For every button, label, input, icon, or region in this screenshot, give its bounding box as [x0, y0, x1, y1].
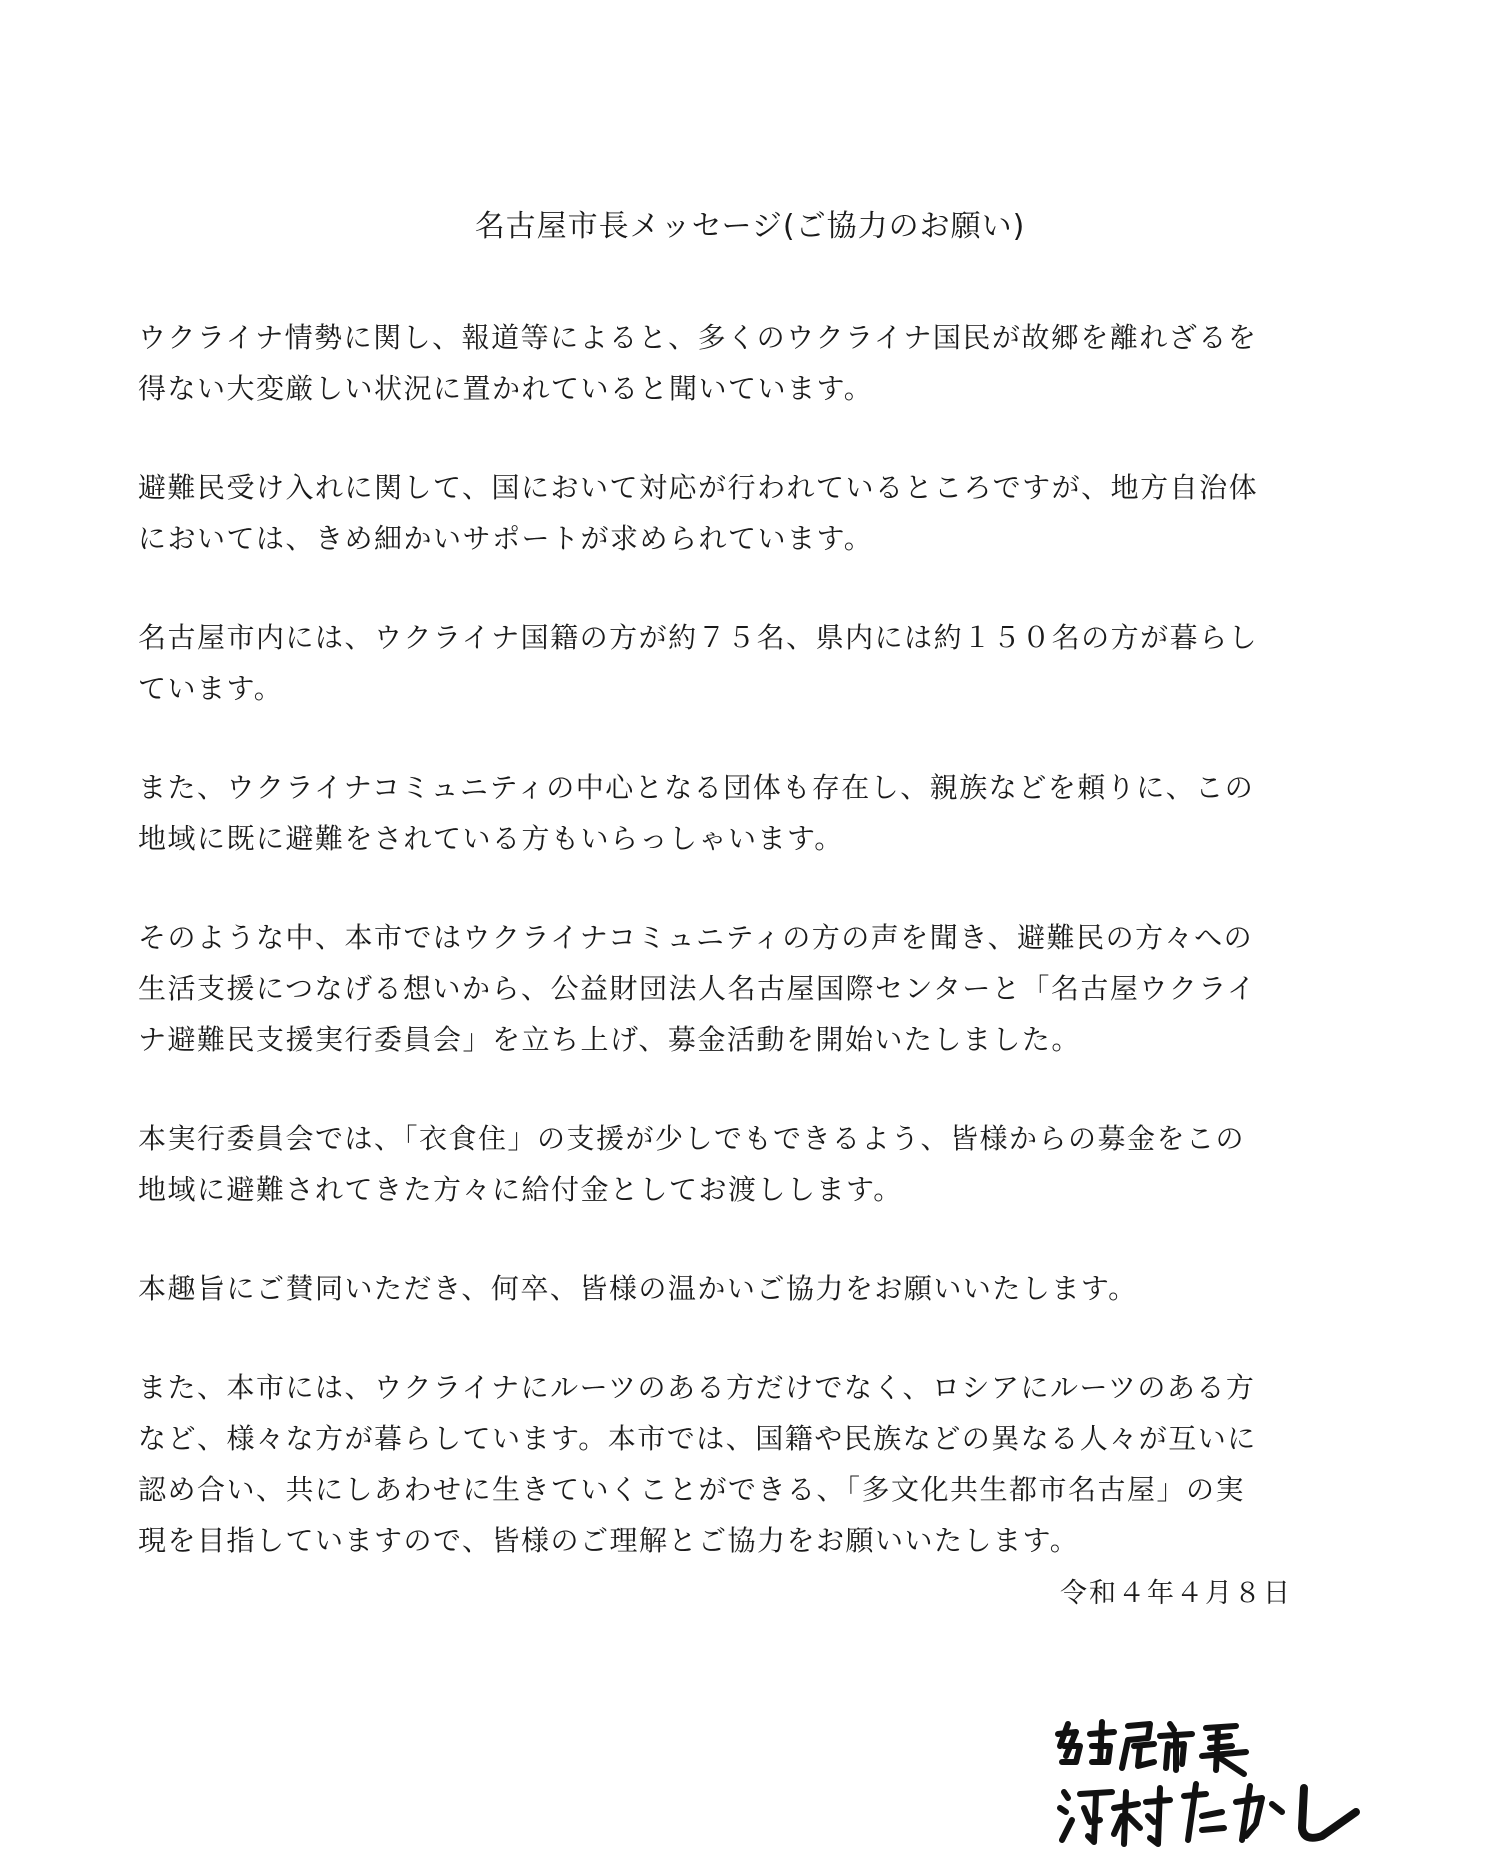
paragraph [138, 612, 1368, 714]
message-body [138, 312, 1368, 1614]
paragraph [138, 1113, 1368, 1215]
paragraph-line: ナ避難民支援実行委員会」を立ち上げ、募金活動を開始いたしました。 [138, 1023, 1081, 1056]
paragraph-line: 現を目指していますので、皆様のご理解とご協力をお願いいたします。 [138, 1524, 1080, 1557]
paragraph-line: 本実行委員会では、「衣食住」の支援が少しでもできるよう、皆様からの募金をこの [138, 1122, 1246, 1155]
page-title: 名古屋市長メッセージ(ご協力のお願い) [474, 209, 1026, 244]
handwritten-signature [1050, 1712, 1370, 1852]
paragraph [138, 1263, 1368, 1314]
paragraph [138, 912, 1368, 1065]
paragraph [138, 312, 1368, 414]
paragraph-line: ウクライナ情勢に関し、報道等によると、多くのウクライナ国民が故郷を離れざるを [138, 321, 1258, 354]
paragraph-line: 本趣旨にご賛同いただき、何卒、皆様の温かいご協力をお願いいたします。 [138, 1272, 1138, 1305]
paragraph-line: 生活支援につなげる想いから、公益財団法人名古屋国際センターと「名古屋ウクライ [138, 972, 1257, 1005]
paragraph-line: また、ウクライナコミュニティの中心となる団体も存在し、親族などを頼りに、この [138, 771, 1255, 804]
paragraph-line: 地域に既に避難をされている方もいらっしゃいます。 [138, 822, 844, 855]
paragraph-line: ています。 [138, 672, 284, 705]
paragraph [138, 762, 1368, 864]
paragraph-line: 地域に避難されてきた方々に給付金としてお渡しします。 [138, 1173, 903, 1206]
paragraph [138, 1362, 1368, 1566]
paragraph-line: 避難民受け入れに関して、国において対応が行われているところですが、地方自治体 [138, 471, 1259, 504]
paragraph-line: 得ない大変厳しい状況に置かれていると聞いています。 [138, 372, 874, 405]
paragraph-line: そのような中、本市ではウクライナコミュニティの方の声を聞き、避難民の方々への [138, 921, 1254, 954]
paragraph [138, 462, 1368, 564]
signature-brush-strokes [1050, 1712, 1370, 1852]
document-date: 令和４年４月８日 [1060, 1578, 1292, 1609]
paragraph-line: においては、きめ細かいサポートが求められています。 [138, 522, 874, 555]
paragraph-line: 認め合い、共にしあわせに生きていくことができる、「多文化共生都市名古屋」の実 [138, 1473, 1246, 1506]
paragraph-line: など、様々な方が暮らしています。本市では、国籍や民族などの異なる人々が互いに [138, 1422, 1257, 1455]
paragraph-line: 名古屋市内には、ウクライナ国籍の方が約７５名、県内には約１５０名の方が暮らし [138, 621, 1259, 654]
paragraph-line: また、本市には、ウクライナにルーツのある方だけでなく、ロシアにルーツのある方 [138, 1371, 1256, 1404]
